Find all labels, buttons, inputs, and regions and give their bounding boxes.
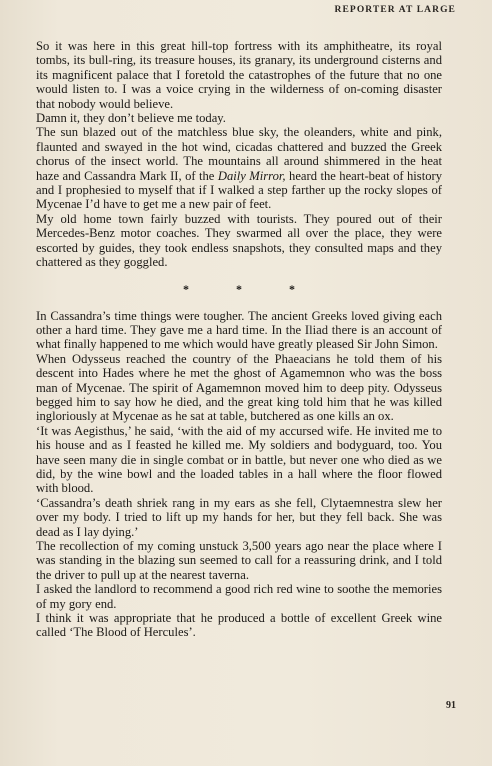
- paragraph-1: So it was here in this great hill-top fortress with its amphitheatre, its royal tombs, its bull-ring, its treasure houses, its granary, its underground cisterns and its magnificent palace that I foretold the catastrophes of the future that no one would listen to. I was a voice crying in the wilderness of on-coming disaster that nobody would believe.: [36, 39, 442, 111]
- paragraph-4: My old home town fairly buzzed with tourists. They poured out of their Mercedes-Benz motor coaches. They swarmed all over the place, they were escorted by guides, they took endless snapshots, they consulted maps and they chattered as they goggled.: [36, 211, 442, 270]
- newspaper-title: Daily Mirror,: [217, 168, 286, 183]
- paragraph-9: The recollection of my coming unstuck 3,500 years ago near the place where I was standing in the blazing sun seemed to call for a reassuring drink, and I told the driver to pull up at the nearest taverna.: [36, 539, 442, 582]
- article-body: [36, 39, 442, 640]
- paragraph-11: I think it was appropriate that he produced a bottle of excellent Greek wine called ‘The Blood of Hercules’.: [36, 611, 442, 640]
- paragraph-3-text-b: heard the heart-beat of history and I prophesied to myself that if I walked a step farther up the rocky slopes of Mycenae I’d have to get me a new pair of feet.: [36, 168, 442, 212]
- section-separator: * * *: [183, 281, 317, 296]
- paragraph-7: ‘It was Aegisthus,’ he said, ‘with the aid of my accursed wife. He invited me to his house and as I feasted he killed me. My soldiers and bodyguard, too. You have seen many die in single combat or in battle, but never one who died as we did, by the wine bowl and the loaded tables in a hall where the floor flowed with blood.: [36, 423, 442, 496]
- paragraph-3-text-a: The sun blazed out of the matchless blue sky, the oleanders, white and pink, flaunted and swayed in the hot wind, cicadas chattered and buzzed the Greek chorus of the insect world. The mountains all around shimmered in the heat haze and Cassandra Mark II, of the: [36, 125, 442, 183]
- paragraph-8: ‘Cassandra’s death shriek rang in my ears as she fell, Clytaemnestra slew her over my body. I tried to lift up my hands for her, but they fell back. She was dead as I lay dying.’: [36, 495, 442, 539]
- paragraph-6: When Odysseus reached the country of the Phaeacians he told them of his descent into Hades where he met the ghost of Agamemnon who was the boss man of Mycenae. The spirit of Agamemnon moved him to deep pity. Odysseus begged him to say how he died, and the great king told him that he was killed ingloriously at Mycenae as he sat at table, butchered as one kills an ox.: [36, 351, 442, 424]
- paragraph-10: I asked the landlord to recommend a good rich red wine to soothe the memories of my gory end.: [36, 582, 442, 611]
- page-number: 91: [446, 700, 456, 711]
- paragraph-5: In Cassandra’s time things were tougher. The ancient Greeks loved giving each other a hard time. They gave me a hard time. In the Iliad there is an account of what finally happened to me which would have greatly pleased Sir John Simon.: [36, 308, 442, 352]
- paragraph-2: Damn it, they don’t believe me today.: [36, 111, 226, 126]
- paragraph-3: [36, 125, 442, 211]
- running-head: REPORTER AT LARGE: [334, 5, 456, 15]
